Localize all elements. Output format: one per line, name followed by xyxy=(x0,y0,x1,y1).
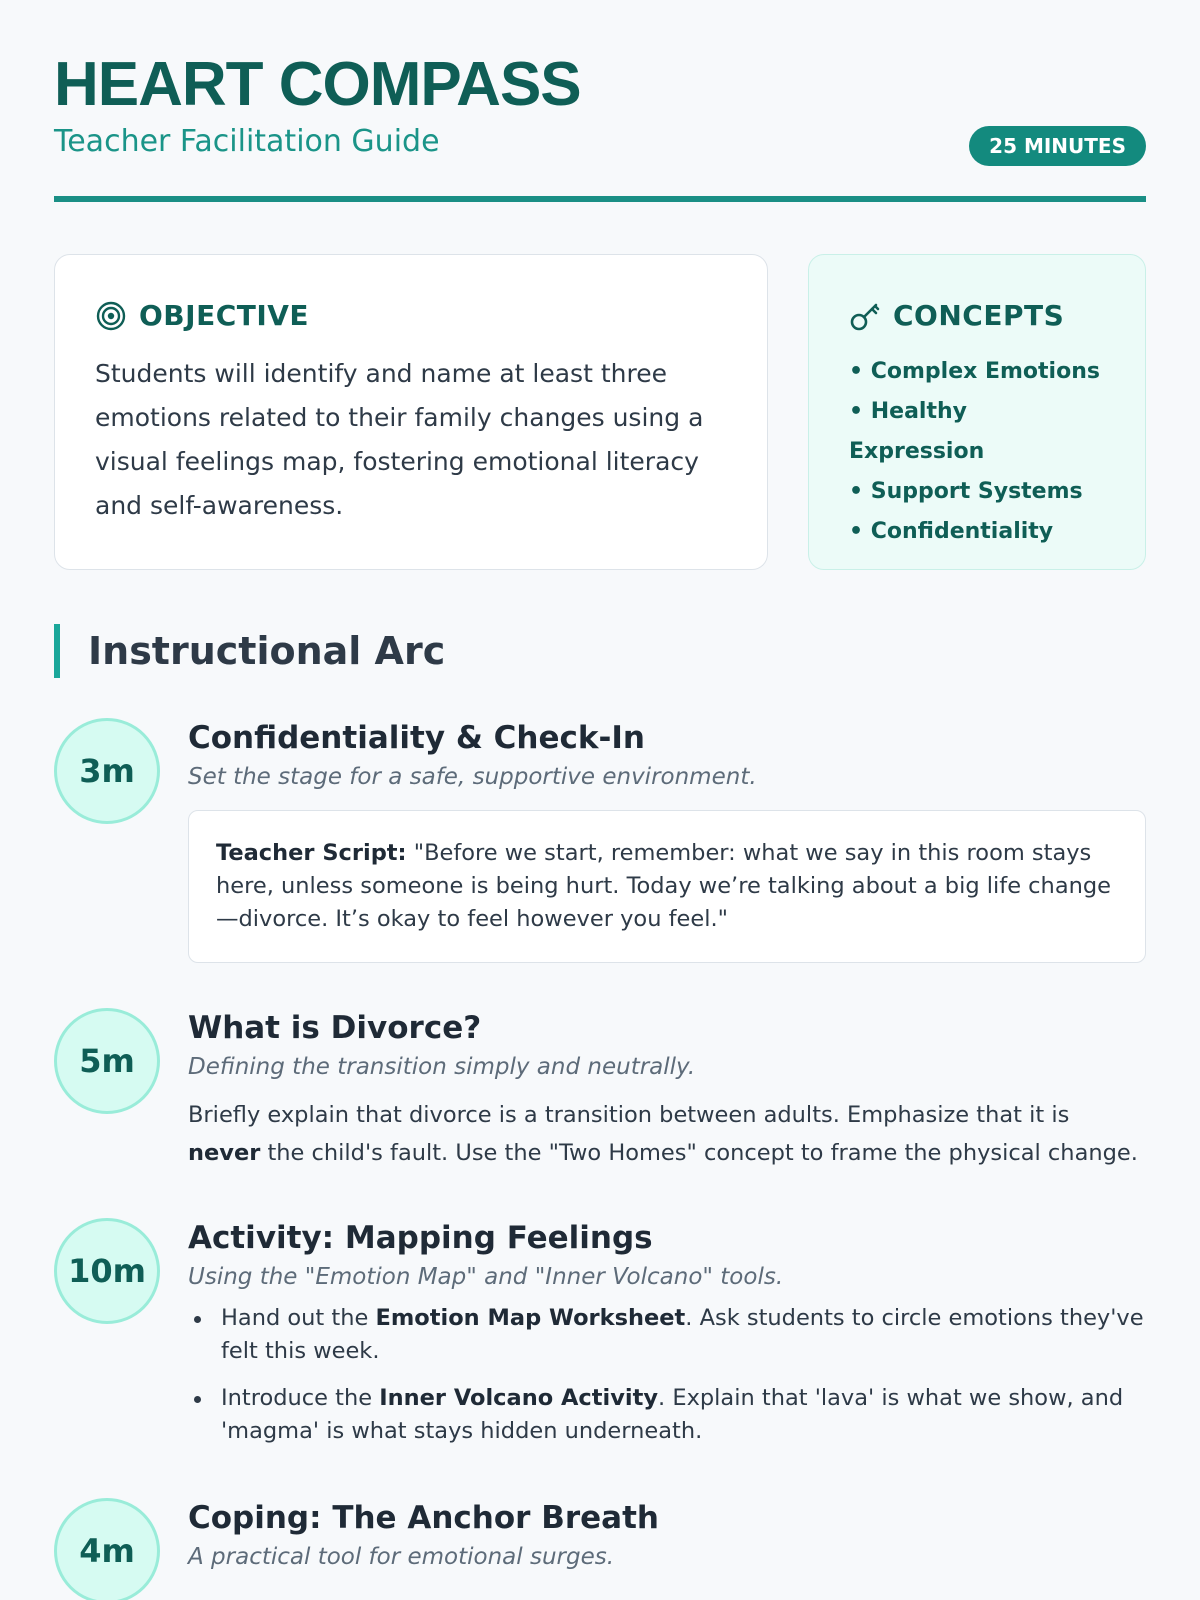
section-heading: Instructional Arc xyxy=(54,624,445,678)
page-title: HEART COMPASS xyxy=(54,50,581,119)
teacher-script-box xyxy=(188,810,1146,963)
step-body xyxy=(188,1498,1146,1574)
step-subtitle: Set the stage for a safe, supportive environment. xyxy=(188,764,757,790)
concept-item: • Healthy Expression xyxy=(849,392,1105,472)
step-time-badge: 3m xyxy=(54,718,160,824)
concepts-heading: CONCEPTS xyxy=(893,299,1065,332)
script-text: "Before we start, remember: what we say in this room stays here, unless someone is being hurt. Today we’re talking about a big life change—divorce. It’s okay to feel however you feel." xyxy=(216,840,1111,932)
activity-text: . Explain that 'lava' is what we show, and 'magma' is what stays hidden underneath. xyxy=(221,1385,1124,1444)
concepts-list xyxy=(849,352,1105,552)
objective-card xyxy=(54,254,768,570)
concepts-card xyxy=(808,254,1146,570)
step-title: Coping: The Anchor Breath xyxy=(188,1500,659,1536)
concepts-header xyxy=(849,299,1105,332)
concept-item: • Confidentiality xyxy=(849,512,1105,552)
step-subtitle: A practical tool for emotional surges. xyxy=(188,1544,615,1570)
step-time-badge: 5m xyxy=(54,1008,160,1114)
description-text: Briefly explain that divorce is a transition between adults. Emphasize that it is xyxy=(188,1102,1070,1128)
duration-badge: 25 MINUTES xyxy=(969,126,1146,166)
description-emphasis: never xyxy=(188,1140,261,1166)
step-body xyxy=(188,1008,1146,1172)
target-icon xyxy=(95,300,127,332)
key-icon xyxy=(849,300,881,332)
activity-text: . Ask students to circle emotions they've felt this week. xyxy=(221,1305,1144,1364)
description-text: the child's fault. Use the "Two Homes" concept to frame the physical change. xyxy=(260,1140,1138,1166)
activity-item xyxy=(188,1382,1146,1448)
activity-item xyxy=(188,1302,1146,1368)
step-description xyxy=(188,1096,1146,1172)
activity-text: Hand out the xyxy=(221,1305,376,1331)
page-subtitle: Teacher Facilitation Guide xyxy=(54,124,440,159)
step-title: Activity: Mapping Feelings xyxy=(188,1220,653,1256)
step-body xyxy=(188,718,1146,963)
step-subtitle: Defining the transition simply and neutrally. xyxy=(188,1054,696,1080)
step-subtitle: Using the "Emotion Map" and "Inner Volcano" tools. xyxy=(188,1264,784,1290)
objective-text: Students will identify and name at least three emotions related to their family changes using a visual feelings map, fostering emotional literacy and self-awareness. xyxy=(95,359,704,520)
step-title: What is Divorce? xyxy=(188,1010,482,1046)
activity-emphasis: Inner Volcano Activity xyxy=(379,1385,659,1411)
concept-item: • Support Systems xyxy=(849,472,1105,512)
activity-text: Introduce the xyxy=(221,1385,380,1411)
step-body xyxy=(188,1218,1146,1462)
objective-header xyxy=(95,299,727,332)
script-label: Teacher Script: xyxy=(216,840,407,866)
page-header xyxy=(54,0,1146,202)
step-title: Confidentiality & Check-In xyxy=(188,720,645,756)
activity-emphasis: Emotion Map Worksheet xyxy=(375,1305,686,1331)
step-time-badge: 10m xyxy=(54,1218,160,1324)
summary-cards xyxy=(54,254,1146,570)
step-time-badge: 4m xyxy=(54,1498,160,1600)
objective-heading: OBJECTIVE xyxy=(139,299,310,332)
concept-item: • Complex Emotions xyxy=(849,352,1105,392)
activity-list xyxy=(188,1302,1146,1448)
